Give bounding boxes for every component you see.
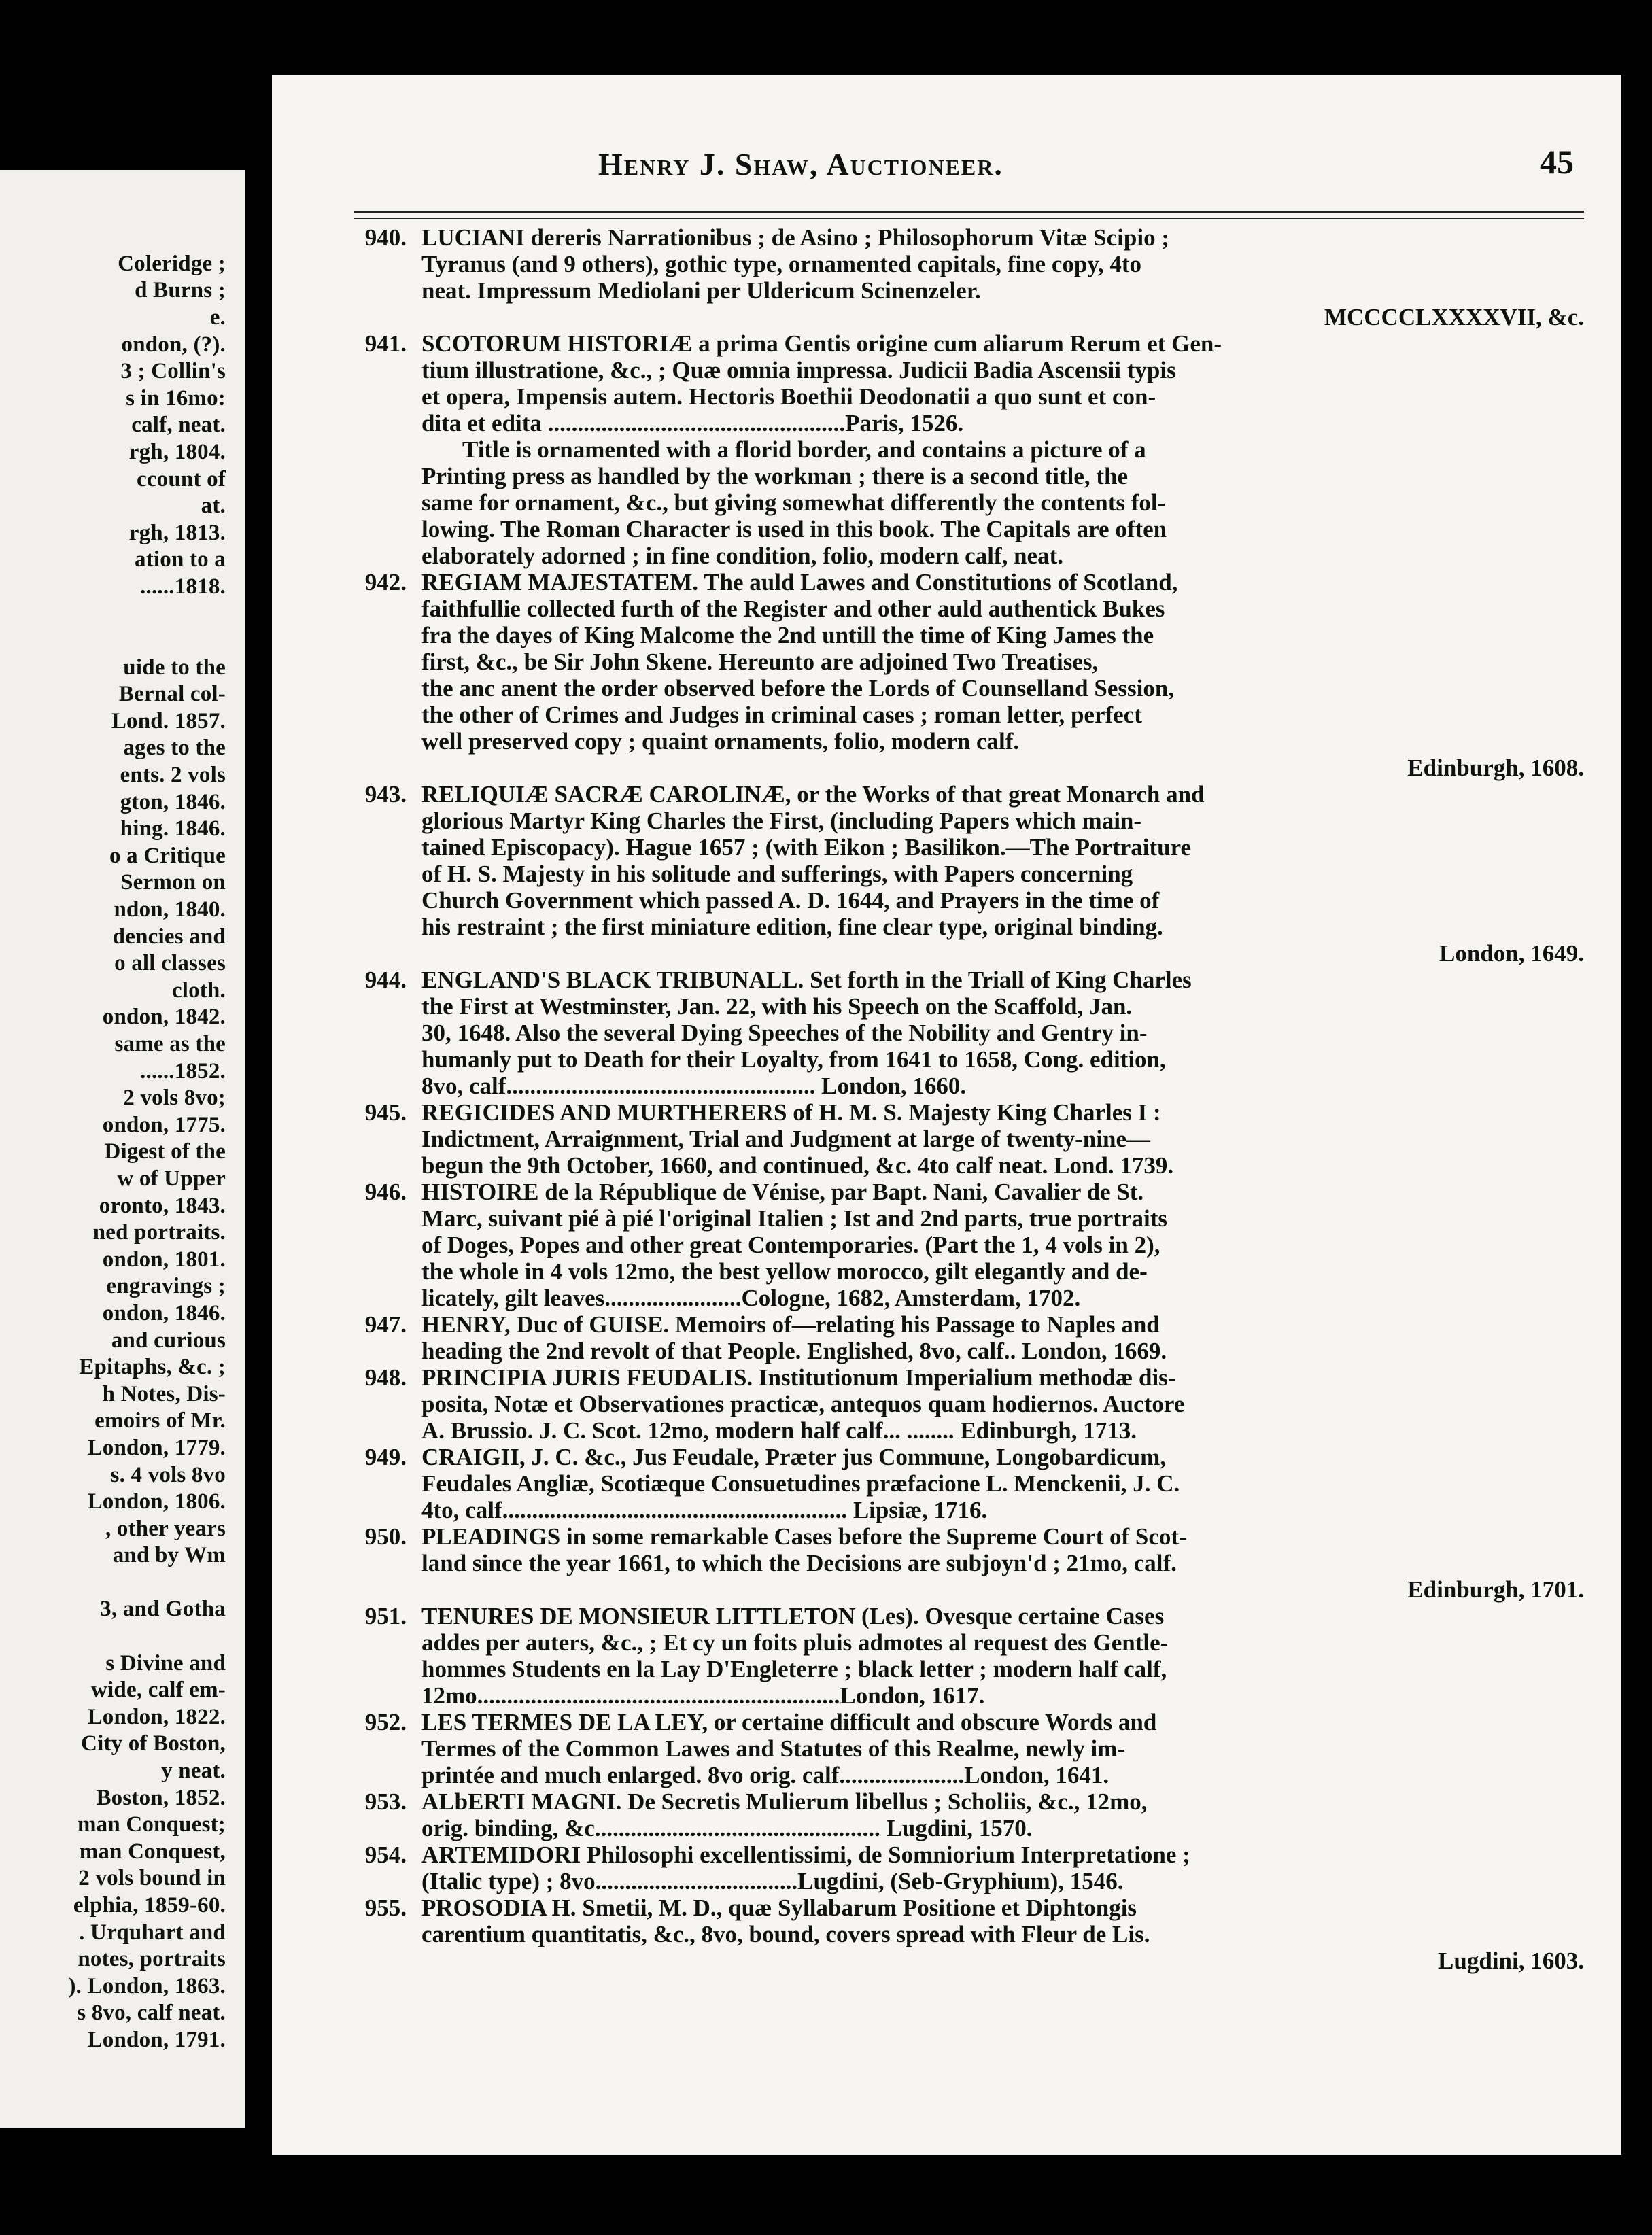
- left-page-fragment: o all classes: [114, 951, 226, 976]
- left-page-fragment: London, 1791.: [87, 2027, 226, 2052]
- lot-first-line: [306, 1788, 1584, 1815]
- lot-entry: [306, 967, 1584, 1099]
- left-page-fragment: engravings ;: [106, 1274, 226, 1299]
- left-page-fragment: uide to the: [123, 655, 226, 680]
- lot-text: licately, gilt leaves.......................Cologne, 1682, Amsterdam, 1702.: [421, 1285, 1081, 1311]
- lot-entry: [306, 1444, 1584, 1523]
- left-page-fragment: Coleridge ;: [118, 251, 226, 276]
- lot-text: PRINCIPIA JURIS FEUDALIS. Institutionum Imperialium methodæ dis-: [421, 1364, 1176, 1391]
- lot-text: begun the 9th October, 1660, and continued, &c. 4to calf neat. Lond. 1739.: [421, 1152, 1174, 1179]
- lot-text: tained Episcopacy). Hague 1657 ; (with Eikon ; Basilikon.—The Portraiture: [421, 834, 1192, 861]
- lot-text: land since the year 1661, to which the Decisions are subjoyn'd ; 21mo, calf.: [421, 1550, 1177, 1576]
- left-page-fragment: notes, portraits: [78, 1947, 226, 1972]
- left-page-fragment: London, 1822.: [87, 1704, 226, 1729]
- left-page-fragment: ned portraits.: [92, 1220, 226, 1245]
- left-page-fragment: and by Wm: [112, 1543, 226, 1568]
- lot-imprint: London, 1649.: [1439, 940, 1584, 967]
- left-page-fragment: ondon, (?).: [121, 332, 226, 357]
- left-page-fragment: oronto, 1843.: [99, 1193, 226, 1218]
- lot-note: Printing press as handled by the workman ; there is a second title, the: [421, 463, 1129, 489]
- lot-entry: [306, 569, 1584, 781]
- left-page-fragment: d Burns ;: [135, 278, 226, 303]
- lot-first-line: [306, 1099, 1584, 1126]
- lot-text: Church Government which passed A. D. 1644, and Prayers in the time of: [421, 887, 1160, 914]
- left-page-fragment: s 8vo, calf neat.: [77, 2000, 226, 2026]
- lot-entry: [306, 1364, 1584, 1444]
- catalogue-page: [272, 75, 1621, 2155]
- lot-text: neat. Impressum Mediolani per Uldericum Scinenzeler.: [421, 277, 981, 304]
- lot-text: REGICIDES AND MURTHERERS of H. M. S. Majesty King Charles I :: [421, 1099, 1161, 1126]
- left-page-fragment: ). London, 1863.: [68, 1973, 226, 1998]
- left-page-fragment: 2 vols bound in: [78, 1866, 226, 1891]
- lot-number: 947.: [364, 1311, 407, 1338]
- lot-number: 951.: [364, 1603, 407, 1629]
- lot-first-line: [306, 967, 1584, 993]
- lot-number: 943.: [364, 781, 407, 808]
- left-page-fragment: y neat.: [161, 1758, 226, 1784]
- left-page-fragment: ages to the: [123, 735, 226, 761]
- left-page-fragment: , other years: [105, 1516, 226, 1541]
- lot-list: [306, 224, 1584, 1974]
- lot-text: 8vo, calf.................................................... London, 1660.: [421, 1073, 967, 1099]
- lot-text: PLEADINGS in some remarkable Cases before the Supreme Court of Scot-: [421, 1523, 1187, 1550]
- lot-number: 950.: [364, 1523, 407, 1550]
- left-page-fragment: w of Upper: [117, 1166, 226, 1191]
- lot-number: 948.: [364, 1364, 407, 1391]
- left-page-fragment: ......1852.: [140, 1058, 226, 1084]
- lot-text: TENURES DE MONSIEUR LITTLETON (Les). Ovesque certaine Cases: [421, 1603, 1165, 1629]
- lot-first-line: [306, 1523, 1584, 1550]
- left-page-fragment: Lond. 1857.: [111, 708, 226, 733]
- lot-text: ENGLAND'S BLACK TRIBUNALL. Set forth in the Triall of King Charles: [421, 967, 1192, 993]
- lot-text: Termes of the Common Lawes and Statutes of this Realme, newly im-: [421, 1735, 1126, 1762]
- lot-note: lowing. The Roman Character is used in this book. The Capitals are often: [421, 516, 1167, 542]
- left-page-fragment: calf, neat.: [131, 413, 226, 438]
- left-page-fragment: gton, 1846.: [120, 789, 226, 814]
- lot-text: Tyranus (and 9 others), gothic type, ornamented capitals, fine copy, 4to: [421, 251, 1142, 277]
- lot-entry: [306, 781, 1584, 967]
- left-page-fragment: ccount of: [136, 466, 226, 491]
- lot-imprint: Edinburgh, 1701.: [1407, 1576, 1584, 1603]
- left-page-fragment: s Divine and: [105, 1650, 226, 1676]
- lot-text: 30, 1648. Also the several Dying Speeches of the Nobility and Gentry in-: [421, 1020, 1148, 1046]
- lot-text: PROSODIA H. Smetii, M. D., quæ Syllabarum Positione et Diphtongis: [421, 1894, 1137, 1921]
- lot-text: dita et edita ..................................................Paris, 1526.: [421, 410, 964, 436]
- lot-text: heading the 2nd revolt of that People. Englished, 8vo, calf.. London, 1669.: [421, 1338, 1167, 1364]
- lot-text: addes per auters, &c., ; Et cy un foits pluis admotes al request des Gentle-: [421, 1629, 1169, 1656]
- lot-text: carentium quantitatis, &c., 8vo, bound, covers spread with Fleur de Lis.: [421, 1921, 1150, 1947]
- left-page-fragment: e.: [209, 305, 226, 330]
- page-header: [272, 143, 1621, 187]
- lot-first-line: [306, 1364, 1584, 1391]
- lot-first-line: [306, 1179, 1584, 1205]
- left-page-fragment: 3 ; Collin's: [120, 359, 226, 384]
- lot-first-line: [306, 569, 1584, 595]
- lot-number: 941.: [364, 330, 407, 357]
- left-page-fragment: man Conquest;: [77, 1812, 226, 1837]
- lot-entry: [306, 1894, 1584, 1974]
- lot-text: CRAIGII, J. C. &c., Jus Feudale, Præter jus Commune, Longobardicum,: [421, 1444, 1167, 1470]
- left-page-fragment: Digest of the: [104, 1139, 226, 1164]
- lot-number: 942.: [364, 569, 407, 595]
- lot-note: same for ornament, &c., but giving somewhat differently the contents fol-: [421, 489, 1166, 516]
- left-page-fragment: ondon, 1842.: [102, 1005, 226, 1030]
- lot-number: 945.: [364, 1099, 407, 1126]
- lot-text: ALbERTI MAGNI. De Secretis Mulierum libellus ; Scholiis, &c., 12mo,: [421, 1788, 1148, 1815]
- left-page-fragment: [0, 197, 245, 224]
- lot-text: orig. binding, &c................................................ Lugdini, 1570.: [421, 1815, 1033, 1841]
- lot-text: the anc anent the order observed before the Lords of Counselland Session,: [421, 675, 1175, 701]
- left-page-fragment: 3, and Gotha: [100, 1597, 226, 1622]
- lot-text: glorious Martyr King Charles the First, (including Papers which main-: [421, 808, 1142, 834]
- lot-number: 954.: [364, 1841, 407, 1868]
- left-page-fragment: at.: [201, 493, 226, 519]
- lot-first-line: [306, 1311, 1584, 1338]
- lot-number: 946.: [364, 1179, 407, 1205]
- lot-imprint: MCCCCLXXXXVII, &c.: [1324, 304, 1584, 330]
- lot-text: tium illustratione, &c., ; Quæ omnia impressa. Judicii Badia Ascensii typis: [421, 357, 1176, 383]
- lot-number: 952.: [364, 1709, 407, 1735]
- lot-text: REGIAM MAJESTATEM. The auld Lawes and Constitutions of Scotland,: [421, 569, 1178, 595]
- left-page-fragment: emoirs of Mr.: [94, 1408, 226, 1434]
- lot-first-line: [306, 1444, 1584, 1470]
- left-page-fragment: man Conquest,: [79, 1839, 226, 1864]
- lot-text: posita, Notæ et Observationes practicæ, antequos quam hodiernos. Auctore: [421, 1391, 1185, 1417]
- left-page-fragment: 2 vols 8vo;: [123, 1086, 226, 1111]
- lot-text: of H. S. Majesty in his solitude and sufferings, with Papers concerning: [421, 861, 1133, 887]
- lot-text: HENRY, Duc of GUISE. Memoirs of—relating his Passage to Naples and: [421, 1311, 1160, 1338]
- lot-text: Marc, suivant pié à pié l'original Italien ; Ist and 2nd parts, true portraits: [421, 1205, 1168, 1232]
- lot-entry: [306, 1788, 1584, 1841]
- lot-text: the First at Westminster, Jan. 22, with his Speech on the Scaffold, Jan.: [421, 993, 1133, 1020]
- lot-first-line: [306, 1709, 1584, 1735]
- left-page-fragment: and curious: [111, 1328, 226, 1353]
- left-page-fragment: hing. 1846.: [120, 816, 226, 842]
- lot-text: A. Brussio. J. C. Scot. 12mo, modern half calf... ........ Edinburgh, 1713.: [421, 1417, 1137, 1444]
- left-page-fragment: rgh, 1804.: [128, 439, 226, 464]
- lot-text: Indictment, Arraignment, Trial and Judgment at large of twenty-nine—: [421, 1126, 1150, 1152]
- lot-first-line: [306, 1894, 1584, 1921]
- lot-text: LES TERMES DE LA LEY, or certaine difficult and obscure Words and: [421, 1709, 1157, 1735]
- lot-text: LUCIANI dereris Narrationibus ; de Asino ; Philosophorum Vitæ Scipio ;: [421, 224, 1170, 251]
- lot-entry: [306, 1311, 1584, 1364]
- lot-note: elaborately adorned ; in fine condition, folio, modern calf, neat.: [421, 542, 1063, 569]
- lot-entry: [306, 330, 1584, 569]
- left-page-fragment: [0, 170, 245, 197]
- left-page-fragment: Epitaphs, &c. ;: [79, 1355, 226, 1380]
- left-page-fragment: dencies and: [112, 924, 226, 949]
- lot-imprint: Lugdini, 1603.: [1438, 1947, 1584, 1974]
- left-page-fragment: . Urquhart and: [79, 1920, 226, 1945]
- lot-entry: [306, 1841, 1584, 1894]
- left-page-fragment: o a Critique: [109, 843, 226, 868]
- lot-entry: [306, 1099, 1584, 1179]
- lot-text: the whole in 4 vols 12mo, the best yellow morocco, gilt elegantly and de-: [421, 1258, 1148, 1285]
- left-page-fragment: London, 1806.: [87, 1489, 226, 1514]
- left-page-fragment: [0, 224, 245, 251]
- lot-entry: [306, 1523, 1584, 1603]
- lot-text: et opera, Impensis autem. Hectoris Boethii Deodonatii a quo sunt et con-: [421, 383, 1156, 410]
- lot-entry: [306, 1179, 1584, 1311]
- left-page-fragment: City of Boston,: [81, 1731, 226, 1756]
- left-page-fragment: h Notes, Dis-: [102, 1381, 226, 1406]
- lot-text: Feudales Angliæ, Scotiæque Consuetudines præfacione L. Menckenii, J. C.: [421, 1470, 1180, 1497]
- left-page-fragment: Boston, 1852.: [96, 1785, 226, 1810]
- lot-number: 953.: [364, 1788, 407, 1815]
- left-page-fragment: cloth.: [171, 977, 226, 1003]
- left-page-fragment: s. 4 vols 8vo: [110, 1462, 226, 1487]
- lot-number: 949.: [364, 1444, 407, 1470]
- lot-text: SCOTORUM HISTORIÆ a prima Gentis origine cum aliarum Rerum et Gen-: [421, 330, 1222, 357]
- lot-text: 4to, calf.......................................................... Lipsiæ, 1716.: [421, 1497, 988, 1523]
- lot-text: printée and much enlarged. 8vo orig. calf.....................London, 1641.: [421, 1762, 1109, 1788]
- left-page-fragment: ents. 2 vols: [120, 763, 226, 788]
- left-facing-page: [0, 170, 245, 2128]
- left-page-fragment: ......1818.: [140, 574, 226, 599]
- lot-first-line: [306, 1841, 1584, 1868]
- lot-text: the other of Crimes and Judges in criminal cases ; roman letter, perfect: [421, 701, 1142, 728]
- running-head: Henry J. Shaw, Auctioneer.: [598, 147, 1003, 181]
- lot-first-line: [306, 224, 1584, 251]
- lot-first-line: [306, 1603, 1584, 1629]
- left-page-fragment: wide, calf em-: [91, 1678, 226, 1703]
- left-page-fragment: ondon, 1846.: [102, 1300, 226, 1326]
- lot-text: fra the dayes of King Malcome the 2nd untill the time of King James the: [421, 622, 1154, 648]
- lot-number: 940.: [364, 224, 407, 251]
- header-rule: [354, 211, 1584, 219]
- lot-first-line: [306, 781, 1584, 808]
- left-page-fragment: s in 16mo:: [126, 385, 226, 411]
- lot-text: humanly put to Death for their Loyalty, from 1641 to 1658, Cong. edition,: [421, 1046, 1166, 1073]
- lot-text: RELIQUIÆ SACRÆ CAROLINÆ, or the Works of that great Monarch and: [421, 781, 1205, 808]
- left-page-fragment: ation to a: [135, 547, 226, 572]
- left-page-fragment: [0, 1570, 245, 1597]
- lot-text: (Italic type) ; 8vo..................................Lugdini, (Seb-Gryphium), 1546.: [421, 1868, 1124, 1894]
- lot-text: well preserved copy ; quaint ornaments, folio, modern calf.: [421, 728, 1020, 755]
- left-page-fragment: London, 1779.: [87, 1435, 226, 1460]
- lot-text: HISTOIRE de la République de Vénise, par Bapt. Nani, Cavalier de St.: [421, 1179, 1144, 1205]
- lot-imprint: Edinburgh, 1608.: [1407, 755, 1584, 781]
- lot-text: 12mo.............................................................London, 1617.: [421, 1682, 985, 1709]
- left-page-fragment: ondon, 1775.: [102, 1112, 226, 1137]
- left-page-fragment: Sermon on: [120, 870, 226, 895]
- lot-entry: [306, 224, 1584, 330]
- lot-text: ARTEMIDORI Philosophi excellentissimi, de Somniorium Interpretatione ;: [421, 1841, 1190, 1868]
- left-page-fragment: rgh, 1813.: [128, 520, 226, 545]
- lot-note: Title is ornamented with a florid border, and contains a picture of a: [462, 436, 1146, 463]
- left-page-fragment: Bernal col-: [118, 682, 226, 707]
- left-page-fragment: ndon, 1840.: [114, 897, 226, 922]
- lot-number: 955.: [364, 1894, 407, 1921]
- left-page-fragment: [0, 1623, 245, 1650]
- left-page-fragment: elphia, 1859-60.: [73, 1893, 226, 1918]
- lot-text: hommes Students en la Lay D'Engleterre ; black letter ; modern half calf,: [421, 1656, 1167, 1682]
- left-page-fragment: ondon, 1801.: [102, 1247, 226, 1272]
- lot-entry: [306, 1709, 1584, 1788]
- page-number: 45: [1540, 143, 1574, 181]
- lot-text: first, &c., be Sir John Skene. Hereunto are adjoined Two Treatises,: [421, 648, 1099, 675]
- lot-text: faithfullie collected furth of the Register and other auld authentick Bukes: [421, 595, 1165, 622]
- lot-number: 944.: [364, 967, 407, 993]
- lot-text: of Doges, Popes and other great Contemporaries. (Part the 1, 4 vols in 2),: [421, 1232, 1160, 1258]
- lot-entry: [306, 1603, 1584, 1709]
- left-page-fragment: [0, 627, 245, 655]
- lot-text: his restraint ; the first miniature edition, fine clear type, original binding.: [421, 914, 1163, 940]
- left-page-fragment: [0, 601, 245, 628]
- left-page-fragment: same as the: [114, 1032, 226, 1056]
- lot-first-line: [306, 330, 1584, 357]
